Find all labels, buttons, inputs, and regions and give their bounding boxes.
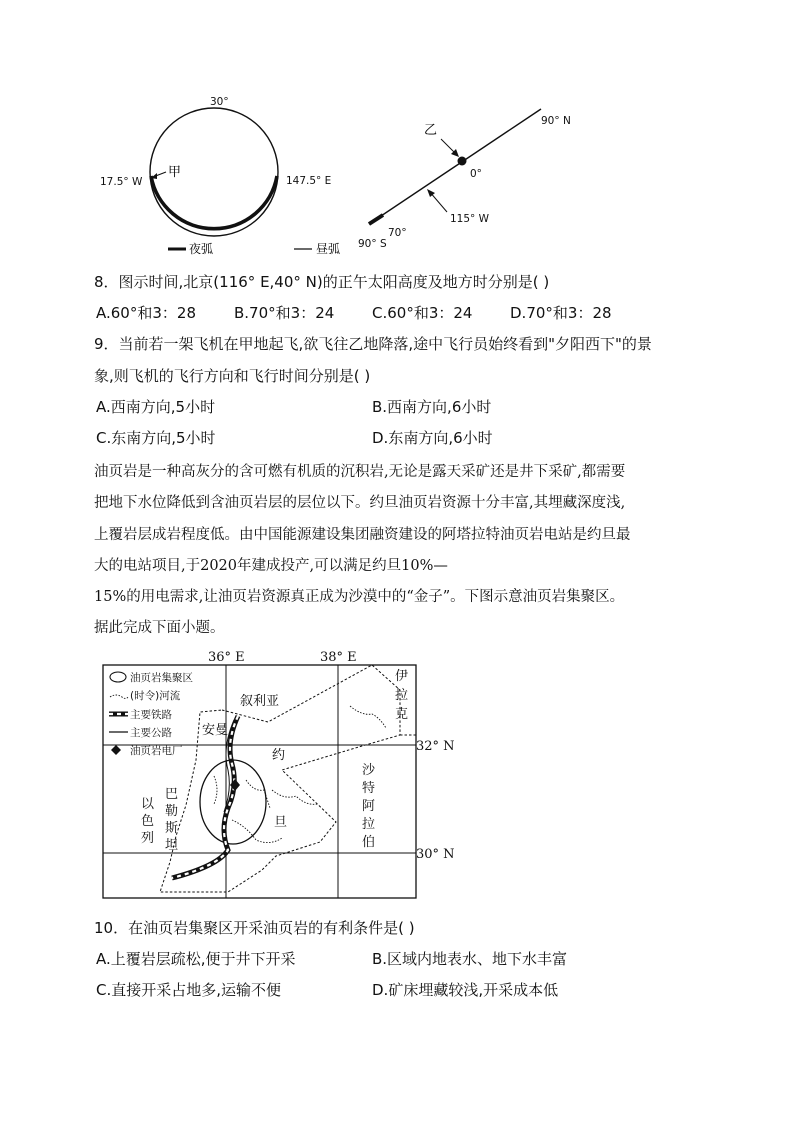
q10-option-c[interactable]: C.直接开采占地多,运输不便 [96, 981, 282, 999]
q8-option-b[interactable]: B.70°和3：24 [234, 304, 335, 322]
circle-right-label: 147.5° E [286, 175, 332, 187]
river [272, 790, 318, 804]
israel-label-2: 色 [141, 814, 155, 829]
q9-option-a[interactable]: A.西南方向,5小时 [96, 398, 216, 416]
passage-line: 据此完成下面小题。 [94, 620, 225, 636]
q9-option-c[interactable]: C.东南方向,5小时 [96, 429, 216, 447]
legend-road-label: 主要公路 [130, 727, 172, 739]
lat-30n-label: 30° N [416, 847, 455, 862]
q10-option-a[interactable]: A.上覆岩层疏松,便于井下开采 [96, 950, 296, 968]
israel-label-3: 列 [141, 831, 155, 846]
palestine-label-4: 坦 [165, 838, 179, 853]
jia-label: 甲 [168, 165, 182, 180]
legend-area-icon [110, 672, 126, 682]
q10-stem: 10．在油页岩集聚区开采油页岩的有利条件是( ) [94, 919, 415, 937]
legend-day-label: 昼弧 [316, 242, 341, 256]
saudi-label-4: 拉 [362, 817, 376, 832]
river [214, 776, 217, 804]
legend-area-label: 油页岩集聚区 [130, 672, 193, 684]
angle-label: 70° [388, 227, 407, 239]
night-arc [151, 176, 277, 229]
syria-label: 叙利亚 [240, 694, 280, 709]
lon-38e-label: 38° E [320, 650, 357, 665]
legend-plant-label: 油页岩电厂 [130, 745, 183, 757]
circle-left-label: 17.5° W [100, 176, 143, 188]
passage-line: 上覆岩层成岩程度低。由中国能源建设集团融资建设的阿塔拉特油页岩电站是约旦最 [94, 527, 631, 543]
south-label: 90° S [358, 238, 387, 250]
oil-shale-map [90, 645, 455, 905]
palestine-label-3: 斯 [165, 821, 179, 836]
saudi-label-2: 特 [362, 781, 376, 796]
circle-top-label: 30° [210, 96, 229, 108]
passage-line: 把地下水位降低到含油页岩层的层位以下。约旦油页岩资源十分丰富,其埋藏深度浅, [94, 495, 626, 511]
amman-label: 安曼 [202, 723, 229, 738]
q9-stem-line1: 9．当前若一架飞机在甲地起飞,欲飞往乙地降落,途中飞行员始终看到"夕阳西下"的景 [94, 335, 652, 353]
figure-daylight-diagrams [0, 90, 794, 260]
legend-night-label: 夜弧 [189, 242, 214, 256]
q8-option-d[interactable]: D.70°和3：28 [510, 304, 612, 322]
jordan-label-1: 约 [272, 748, 286, 763]
iraq-label-1: 伊 [395, 669, 409, 684]
palestine-label-2: 勒 [165, 804, 179, 819]
q10-option-b[interactable]: B.区域内地表水、地下水丰富 [372, 950, 568, 968]
q8-option-c[interactable]: C.60°和3：24 [372, 304, 473, 322]
w115-arrowhead [427, 189, 435, 197]
passage-line: 15%的用电需求,让油页岩资源真正成为沙漠中的“金子”。下图示意油页岩集聚区。 [94, 589, 625, 605]
palestine-label-1: 巴 [165, 787, 179, 802]
w115-label: 115° W [450, 213, 490, 225]
yi-label: 乙 [424, 123, 438, 138]
q8-option-a[interactable]: A.60°和3：28 [96, 304, 196, 322]
terminator-line [369, 109, 541, 224]
river [350, 706, 386, 728]
iraq-label-2: 拉 [395, 688, 409, 703]
saudi-label-1: 沙 [362, 763, 376, 778]
legend-railway-label: 主要铁路 [130, 709, 172, 721]
north-label: 90° N [541, 115, 571, 127]
legend-plant-icon [111, 745, 121, 755]
saudi-label-3: 阿 [362, 799, 376, 814]
q9-option-d[interactable]: D.东南方向,6小时 [372, 429, 493, 447]
q10-option-d[interactable]: D.矿床埋藏较浅,开采成本低 [372, 981, 559, 999]
passage-line: 大的电站项目,于2020年建成投产,可以满足约旦10%— [94, 558, 448, 574]
lon-36e-label: 36° E [208, 650, 245, 665]
jordan-label-2: 旦 [274, 815, 288, 830]
iraq-label-3: 克 [395, 707, 409, 722]
yi-point [458, 157, 467, 166]
q9-stem-line2: 象,则飞机的飞行方向和飞行时间分别是( ) [94, 367, 371, 385]
q9-option-b[interactable]: B.西南方向,6小时 [372, 398, 492, 416]
passage-line: 油页岩是一种高灰分的含可燃有机质的沉积岩,无论是露天采矿还是井下采矿,都需要 [94, 464, 626, 480]
q8-stem: 8．图示时间,北京(116° E,40° N)的正午太阳高度及地方时分别是( ) [94, 273, 550, 291]
night-segment [369, 215, 383, 224]
lat-32n-label: 32° N [416, 739, 455, 754]
jordan-border [160, 665, 400, 892]
legend-river-label: (时令)河流 [130, 690, 181, 702]
legend-river-icon [110, 695, 128, 699]
center-label: 0° [470, 168, 482, 180]
israel-label-1: 以 [141, 797, 155, 812]
saudi-label-5: 伯 [362, 835, 376, 850]
